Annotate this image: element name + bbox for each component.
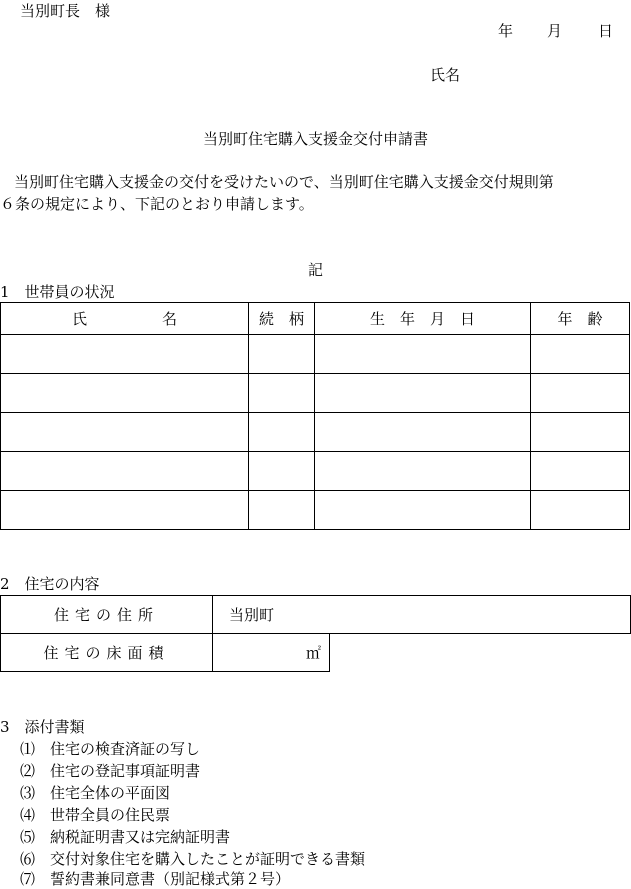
date-month-label: 月 [547, 22, 563, 40]
page-title: 当別町住宅購入支援金交付申請書 [202, 130, 428, 148]
member-name-cell[interactable] [1, 491, 249, 530]
member-birthdate-cell[interactable] [315, 413, 531, 452]
item-number: ⑺ [20, 870, 36, 888]
item-number: ⑴ [20, 740, 36, 758]
member-age-cell[interactable] [531, 335, 630, 374]
member-name-cell[interactable] [1, 413, 249, 452]
intro-line-1: 当別町住宅購入支援金の交付を受けたいので、当別町住宅購入支援金交付規則第 [14, 173, 554, 191]
item-text: 世帯全員の住民票 [50, 806, 171, 824]
table-row [1, 452, 630, 491]
column-header-relationship: 続 柄 [249, 303, 315, 335]
house-area-field[interactable] [213, 634, 330, 672]
house-address-row [1, 596, 631, 634]
house-area-row [1, 634, 631, 672]
list-item [20, 870, 290, 888]
house-area-label: 住宅の床面積 [1, 634, 213, 672]
house-address-field[interactable]: 当別町 [213, 596, 631, 634]
blank-cell [330, 634, 631, 672]
table-row [1, 374, 630, 413]
member-birthdate-cell[interactable] [315, 374, 531, 413]
intro-line-2: ６条の規定により、下記のとおり申請します。 [0, 195, 314, 213]
item-number: ⑷ [20, 806, 36, 824]
list-item [20, 850, 365, 868]
table-row [1, 413, 630, 452]
member-name-cell[interactable] [1, 374, 249, 413]
member-name-cell[interactable] [1, 452, 249, 491]
member-age-cell[interactable] [531, 452, 630, 491]
date-year-label: 年 [498, 22, 514, 40]
member-birthdate-cell[interactable] [315, 335, 531, 374]
member-relationship-cell[interactable] [249, 491, 315, 530]
item-text: 誓約書兼同意書（別記様式第２号） [50, 870, 291, 888]
column-header-birthdate: 生 年 月 日 [315, 303, 531, 335]
member-age-cell[interactable] [531, 491, 630, 530]
member-age-cell[interactable] [531, 413, 630, 452]
ki-label: 記 [307, 261, 323, 279]
member-relationship-cell[interactable] [249, 413, 315, 452]
list-item [20, 784, 170, 802]
member-relationship-cell[interactable] [249, 374, 315, 413]
item-number: ⑶ [20, 784, 36, 802]
item-text: 住宅の登記事項証明書 [50, 762, 201, 780]
item-number: ⑹ [20, 850, 36, 868]
member-birthdate-cell[interactable] [315, 491, 531, 530]
member-relationship-cell[interactable] [249, 335, 315, 374]
section3-heading: 3 添付書類 [0, 718, 85, 736]
item-text: 納税証明書又は完納証明書 [50, 828, 231, 846]
date-day-label: 日 [598, 22, 614, 40]
section1-heading: 1 世帯員の状況 [0, 283, 115, 301]
column-header-age: 年 齢 [531, 303, 630, 335]
table-row [1, 335, 630, 374]
applicant-name-label: 氏名 [430, 66, 461, 84]
table-row [1, 491, 630, 530]
house-details-table [0, 595, 631, 672]
member-relationship-cell[interactable] [249, 452, 315, 491]
item-number: ⑸ [20, 828, 36, 846]
member-name-cell[interactable] [1, 335, 249, 374]
list-item [20, 828, 230, 846]
column-header-name: 氏 名 [1, 303, 249, 335]
item-text: 交付対象住宅を購入したことが証明できる書類 [50, 850, 366, 868]
household-members-table [0, 302, 630, 530]
list-item [20, 762, 200, 780]
table-header-row [1, 303, 630, 335]
item-number: ⑵ [20, 762, 36, 780]
member-birthdate-cell[interactable] [315, 452, 531, 491]
list-item [20, 806, 170, 824]
member-age-cell[interactable] [531, 374, 630, 413]
item-text: 住宅の検査済証の写し [50, 740, 201, 758]
addressee: 当別町長 様 [20, 2, 111, 20]
item-text: 住宅全体の平面図 [50, 784, 171, 802]
section2-heading: 2 住宅の内容 [0, 575, 100, 593]
area-unit: ㎡ [305, 643, 321, 662]
list-item [20, 740, 200, 758]
house-address-label: 住宅の住所 [1, 596, 213, 634]
